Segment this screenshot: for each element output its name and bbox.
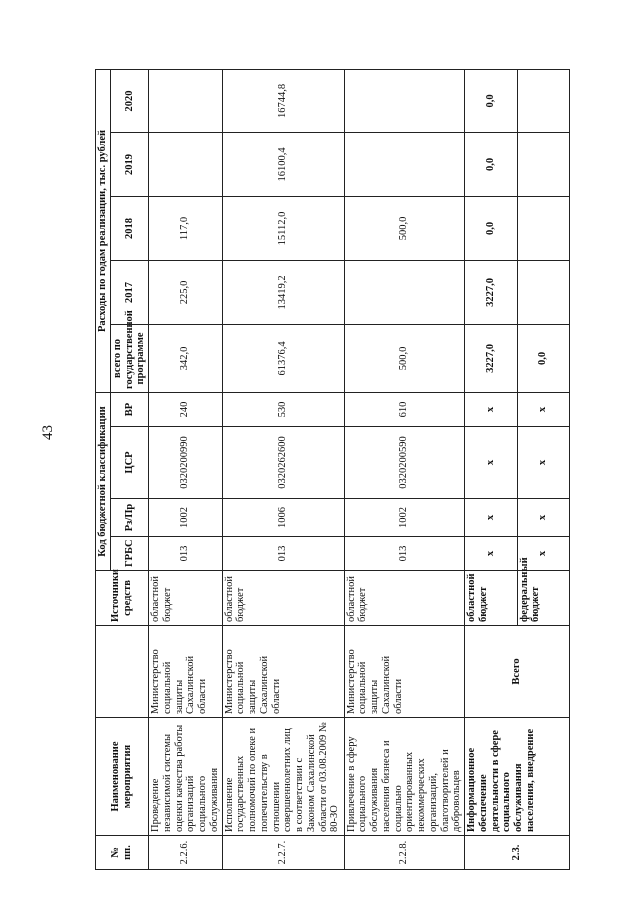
row-grbs: 013 [344, 537, 465, 571]
col-source: Источники средств [96, 571, 149, 626]
row-2020: 0,0 [465, 69, 518, 132]
row-2017: 3227,0 [465, 260, 518, 324]
row-source: областной бюджет [344, 571, 465, 626]
row-2019 [344, 132, 465, 196]
row-vr: х [517, 392, 570, 426]
col-grbs: ГРБС [110, 537, 148, 571]
rotated-table-wrapper [95, 70, 570, 870]
row-grbs: х [517, 537, 570, 571]
table-row [222, 69, 344, 869]
row-no: 2.2.7. [222, 836, 344, 870]
row-2020 [149, 69, 223, 132]
row-2020 [344, 69, 465, 132]
row-total: 342,0 [149, 324, 223, 392]
row-total: 61376,4 [222, 324, 344, 392]
row-2019 [149, 132, 223, 196]
col-budget-code: Код бюджетной классификации [96, 392, 111, 570]
table-row [149, 69, 223, 869]
row-no: 2.3. [465, 836, 570, 870]
row-source: областной бюджет [465, 571, 518, 626]
row-2019 [517, 132, 570, 196]
col-2019: 2019 [110, 132, 148, 196]
col-expenses: Расходы по годам реализации, тыс. рублей [96, 69, 111, 392]
expenses-table [95, 69, 570, 870]
row-name: Проведение независимой системы оценки качества работы организаций социального обслуживания [149, 718, 223, 836]
col-name: Наименование мероприятия [96, 718, 149, 836]
row-2019: 0,0 [465, 132, 518, 196]
col-executor [96, 626, 149, 718]
col-csr: ЦСР [110, 427, 148, 499]
col-2020: 2020 [110, 69, 148, 132]
row-rzpr: 1002 [149, 499, 223, 537]
row-name: Информационное обеспечение деятельности в сфере социального обслуживания населения, внедрение [465, 718, 570, 836]
row-no: 2.2.6. [149, 836, 223, 870]
row-vr: х [465, 392, 518, 426]
row-2018: 15112,0 [222, 196, 344, 260]
row-2017: 225,0 [149, 260, 223, 324]
row-executor: Министерство социальной защиты Сахалинской области [344, 626, 465, 718]
col-rzpr: Рз/Пр [110, 499, 148, 537]
table-row [465, 69, 518, 869]
row-executor: Министерство социальной защиты Сахалинской области [149, 626, 223, 718]
row-rzpr: 1006 [222, 499, 344, 537]
row-2020 [517, 69, 570, 132]
row-total: 0,0 [517, 324, 570, 392]
row-2017 [517, 260, 570, 324]
row-2020: 16744,8 [222, 69, 344, 132]
col-2018: 2018 [110, 196, 148, 260]
row-grbs: 013 [149, 537, 223, 571]
row-2017 [344, 260, 465, 324]
row-2018: 117,0 [149, 196, 223, 260]
row-csr: х [517, 427, 570, 499]
col-total: всего по государственной программе [110, 324, 148, 392]
row-source: областной бюджет [149, 571, 223, 626]
row-rzpr: х [517, 499, 570, 537]
row-source: федеральный бюджет [517, 571, 570, 626]
row-total: 3227,0 [465, 324, 518, 392]
col-vr: ВР [110, 392, 148, 426]
row-csr: 0320200590 [344, 427, 465, 499]
header-row-1 [96, 69, 111, 869]
row-executor: Министерство социальной защиты Сахалинской области [222, 626, 344, 718]
row-csr: 0320262600 [222, 427, 344, 499]
row-vr: 530 [222, 392, 344, 426]
row-grbs: 013 [222, 537, 344, 571]
page-number: 43 [40, 425, 56, 440]
row-2017: 13419,2 [222, 260, 344, 324]
row-csr: 0320200990 [149, 427, 223, 499]
row-2019: 16100,4 [222, 132, 344, 196]
row-total: 500,0 [344, 324, 465, 392]
row-2018: 500,0 [344, 196, 465, 260]
row-rzpr: 1002 [344, 499, 465, 537]
table-row [344, 69, 465, 869]
row-vr: 240 [149, 392, 223, 426]
row-2018 [517, 196, 570, 260]
row-source: областной бюджет [222, 571, 344, 626]
row-name: Привлечение в сферу социального обслуживания населения бизнеса и социально ориентированных некоммерческих организаций, благотворителей и добровольцев [344, 718, 465, 836]
row-no: 2.2.8. [344, 836, 465, 870]
row-vr: 610 [344, 392, 465, 426]
row-rzpr: х [465, 499, 518, 537]
col-2017: 2017 [110, 260, 148, 324]
row-executor: Всего [465, 626, 570, 718]
row-csr: х [465, 427, 518, 499]
row-grbs: х [465, 537, 518, 571]
row-name: Исполнение государственных полномочий по опеке и попечительству в отношении совершеннолетних лиц в соответствии с Законом Сахалинской области от 03.08.2009 № 80-ЗО [222, 718, 344, 836]
col-no: № пп. [96, 836, 149, 870]
row-2018: 0,0 [465, 196, 518, 260]
